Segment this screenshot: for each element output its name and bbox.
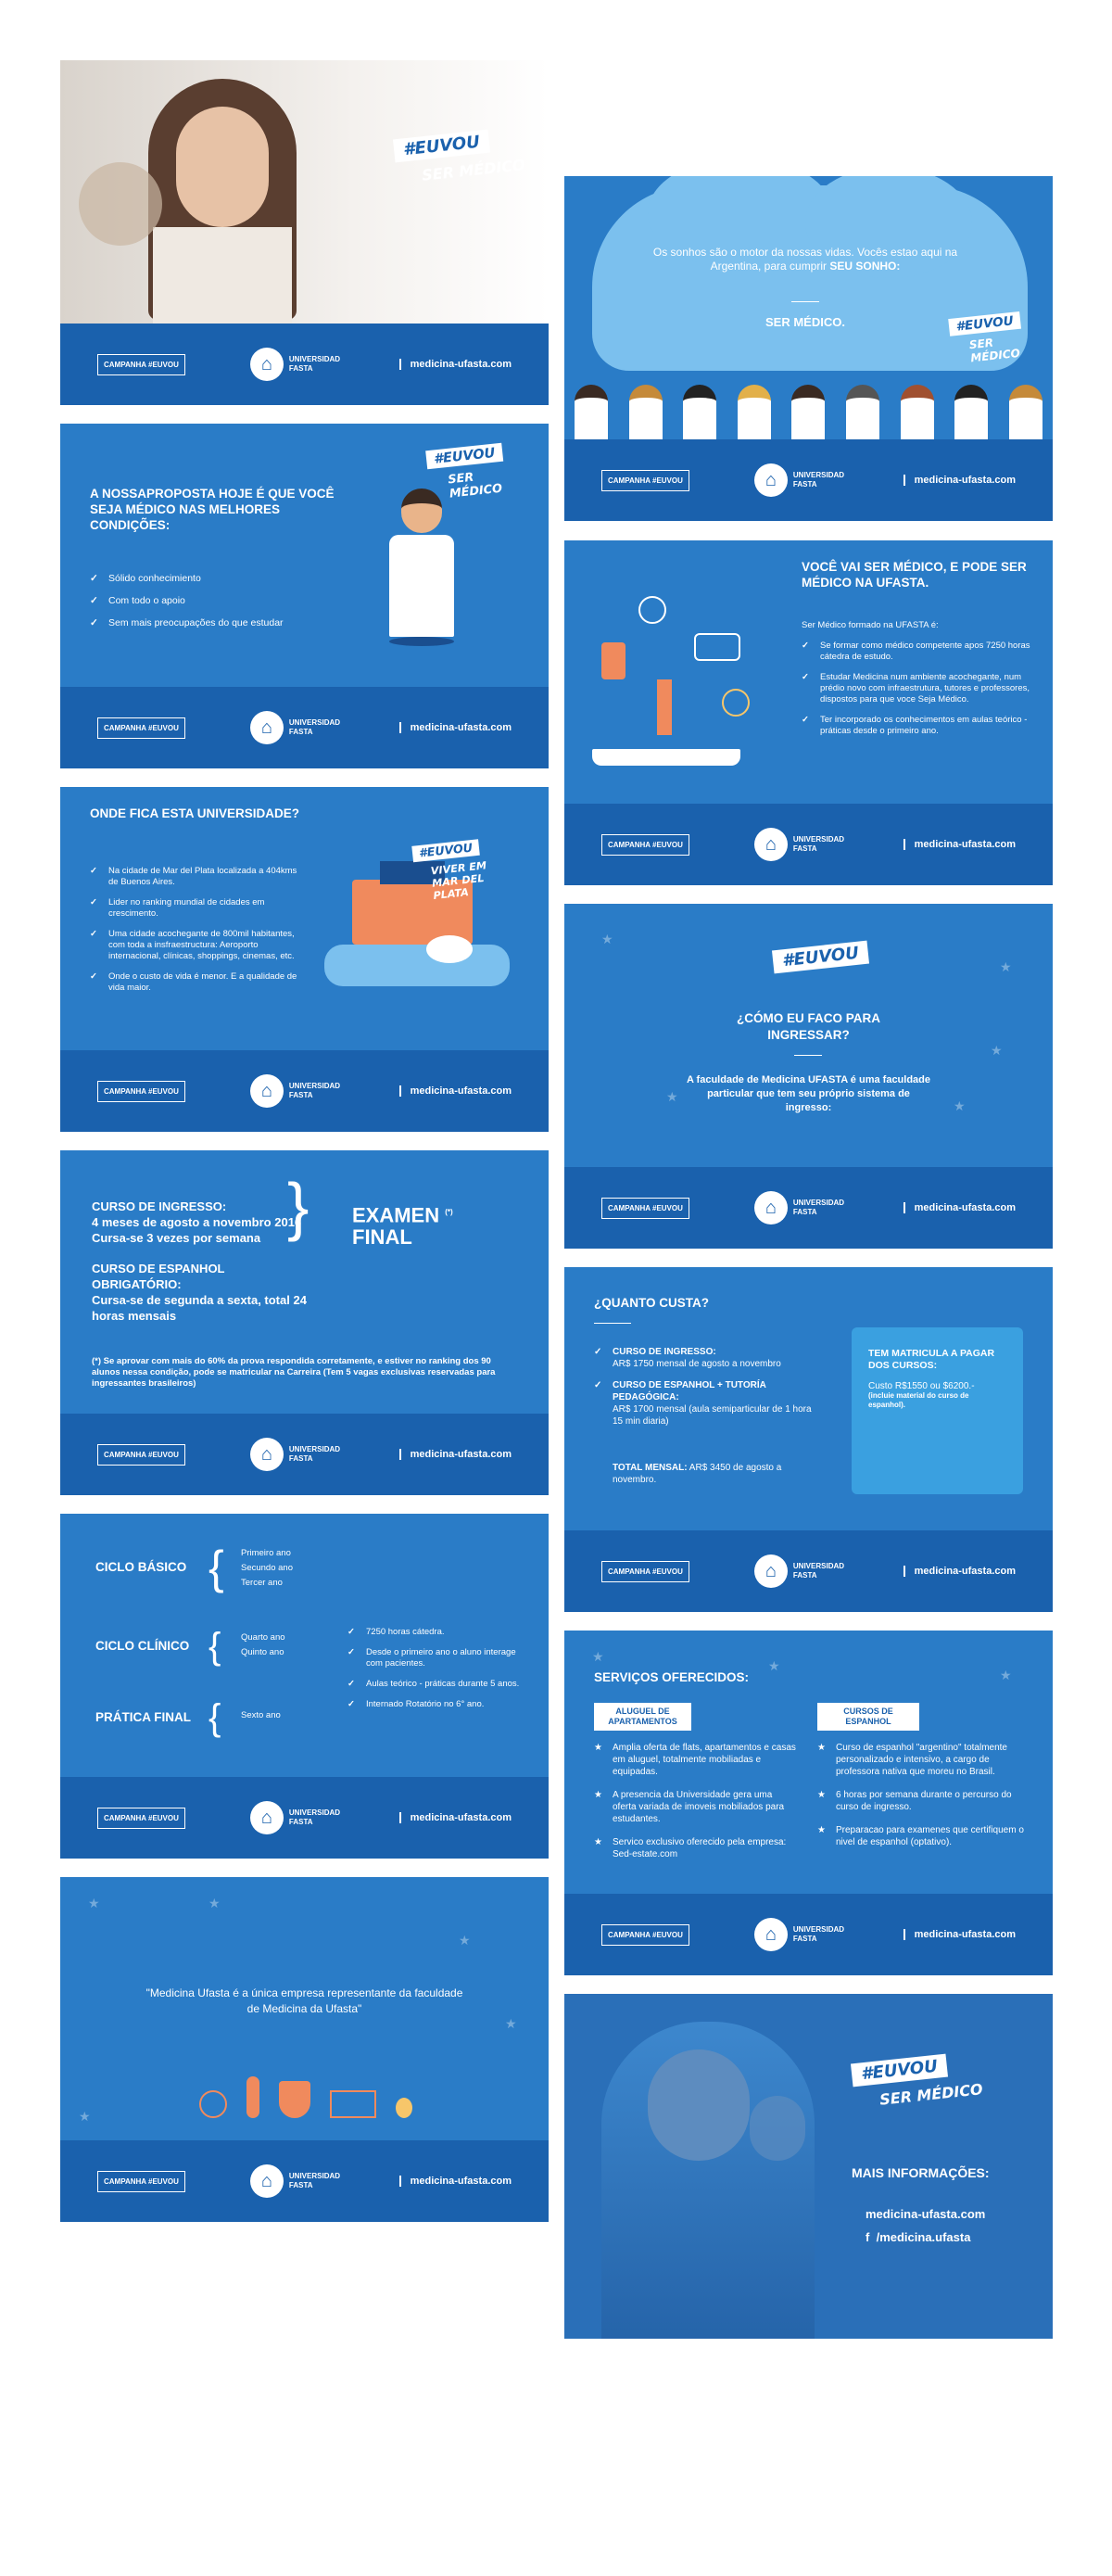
footer <box>564 804 1053 885</box>
pratica-final: PRÁTICA FINAL <box>95 1710 191 1724</box>
seal-icon: ⌂ <box>250 711 284 744</box>
campaign-button[interactable]: CAMPANHA #EUVOU <box>601 470 689 491</box>
seal-icon: ⌂ <box>754 1918 788 1951</box>
campaign-button[interactable]: CAMPANHA #EUVOU <box>97 1444 185 1466</box>
doctor-illustration <box>385 489 459 674</box>
ingresso-note: (*) Se aprovar com mais do 60% da prova respondida corretamente, e estiver no ranking dos 90 alunos nessa condição, pode se matricular na Carreira (Tem 5 vagas exclusivas reservadas para ingressantes brasileiros) <box>92 1356 496 1389</box>
site-link[interactable]: medicina-ufasta.com <box>399 2176 512 2187</box>
onde-fica-list: ✓ Na cidade de Mar del Plata localizada a 404kms de Buenos Aires. ✓ Lider no ranking mundial de cidades em crescimento. ✓ Uma cidade acochegante de 800mil habitantes, com toda a insfraestructura: Aeroporto internacional, clínicas, shoppings, cinemas, etc. ✓ Onde o custo de vida é menor. E a qualidade de vida maior. <box>90 866 303 1003</box>
espanhol-tab: CURSOS DE ESPANHOL <box>817 1703 919 1731</box>
campaign-button[interactable]: CAMPANHA #EUVOU <box>601 1561 689 1582</box>
facebook-icon: f <box>866 2230 870 2244</box>
campaign-button[interactable]: CAMPANHA #EUVOU <box>97 1808 185 1829</box>
seal-icon: ⌂ <box>250 1438 284 1471</box>
card-ciclos <box>60 1514 549 1859</box>
card-servicos: ★ ★ ★ SERVIÇOS OFERECIDOS: ALUGUEL DE APARTAMENTOS CURSOS DE ESPANHOL ★ Amplia oferta de flats, apartamentos e casas em aluguel, totalmente mobiliadas e equipadas. ★ A presencia da Universidade gera uma oferta variada de imoveis mobiliados para estudantes. ★ Servico exclusivo oferecido pela empresa: Sed-estate.com ★ Curso de espanhol "argentino" totalmente personalizado e intensivo, a cargo de professora nativa que moreu no Brasil. ★ 6 horas por semana durante o percurso do curso de ingresso. ★ Preparacao para examenes que certifiquem o nivel de espanhol (optativo). CAMPANHA #EUVOU ⌂ UNIVERSIDAD FASTA medicina-ufasta.com <box>564 1631 1053 1975</box>
seal-icon: ⌂ <box>250 2164 284 2198</box>
science-illustration <box>583 577 787 763</box>
matricula-box: TEM MATRICULA A PAGAR DOS CURSOS: Custo R$1550 ou $6200.- (incluie material do curso de espanhol). <box>852 1327 1023 1494</box>
university-logo: ⌂ UNIVERSIDAD FASTA <box>754 1554 844 1588</box>
site-link[interactable]: medicina-ufasta.com <box>904 839 1016 850</box>
seal-icon: ⌂ <box>754 463 788 497</box>
basic-years: Primeiro ano Secundo ano Tercer ano <box>241 1548 293 1588</box>
seal-icon: ⌂ <box>250 1074 284 1108</box>
site-link[interactable]: medicina-ufasta.com <box>399 1449 512 1460</box>
card-quanto-custa <box>564 1267 1053 1612</box>
ser-medico-title: VOCÊ VAI SER MÉDICO, E PODE SER MÉDICO NA UFASTA. <box>802 560 1027 590</box>
footer <box>60 324 549 405</box>
cost-list: ✓ CURSO DE INGRESSO: AR$ 1750 mensal de agosto a novembro ✓ CURSO DE ESPANHOL + TUTORÍA PEDAGÓGICA: AR$ 1700 mensal (aula semiparticular de 1 hora 15 min diaria) <box>594 1346 816 1437</box>
ciclo-basico: CICLO BÁSICO <box>95 1560 187 1574</box>
proposta-list: ✓ Sólido conhecimiento ✓ Com todo o apoio ✓ Sem mais preocupações do que estudar <box>90 572 331 639</box>
euvou-hashtag: #EUVOU VIVER EM MAR DEL PLATA <box>412 843 497 898</box>
footer <box>564 1530 1053 1612</box>
card-ser-medico <box>564 540 1053 885</box>
seal-icon: ⌂ <box>250 1801 284 1834</box>
brace-icon: } <box>287 1170 310 1242</box>
ser-medico-text: SER MÉDICO. <box>765 315 845 329</box>
site-link[interactable]: medicina-ufasta.com <box>904 1202 1016 1213</box>
site-link[interactable]: medicina-ufasta.com <box>904 1566 1016 1577</box>
university-logo: ⌂ UNIVERSIDAD FASTA <box>250 1074 340 1108</box>
campaign-button[interactable]: CAMPANHA #EUVOU <box>601 1198 689 1219</box>
campaign-button[interactable]: CAMPANHA #EUVOU <box>97 354 185 375</box>
footer <box>60 687 549 768</box>
euvou-hashtag: #EUVOU SER MÉDICO <box>426 447 524 497</box>
footer <box>564 1167 1053 1249</box>
footer <box>60 1414 549 1495</box>
university-logo: ⌂ UNIVERSIDAD FASTA <box>250 348 340 381</box>
ser-medico-intro: Ser Médico formado na UFASTA é: <box>802 620 939 630</box>
site-link[interactable]: medicina-ufasta.com <box>399 1085 512 1097</box>
seal-icon: ⌂ <box>754 1554 788 1588</box>
footer <box>60 1777 549 1859</box>
final-year: Sexto ano <box>241 1710 281 1720</box>
campaign-button[interactable]: CAMPANHA #EUVOU <box>97 717 185 739</box>
ser-medico-list: ✓ Se formar como médico competente apos 7250 horas cátedra de estudo. ✓ Estudar Medicina num ambiente acochegante, num prédio novo com infraestrutura, tutores e professores, dispostos para que voce Seja Médico. ✓ Ter incorporado os conhecimentos em aulas teórico - práticas desde o primeiro ano. <box>802 641 1033 746</box>
servicos-title: SERVIÇOS OFERECIDOS: <box>594 1670 750 1684</box>
university-logo: ⌂ UNIVERSIDAD FASTA <box>754 463 844 497</box>
ingresso-info: CURSO DE INGRESSO: 4 meses de agosto a novembro 2016 Cursa-se 3 vezes por semana CURSO DE ESPANHOL OBRIGATÓRIO: Cursa-se de segunda a sexta, total 24 horas mensais <box>92 1199 307 1323</box>
site-link[interactable]: medicina-ufasta.com <box>399 722 512 733</box>
university-logo: ⌂ UNIVERSIDAD FASTA <box>754 1191 844 1225</box>
onde-fica-title: ONDE FICA ESTA UNIVERSIDADE? <box>90 806 300 820</box>
university-logo: ⌂ UNIVERSIDAD FASTA <box>250 1438 340 1471</box>
seal-icon: ⌂ <box>754 828 788 861</box>
card-hero-photo <box>60 60 549 405</box>
card-como-ingressar: ★ ★ ★ ★ ★ #EUVOU ¿CÓMO EU FACO PARA INGRESSAR? A faculdade de Medicina UFASTA é uma faculdade particular que tem seu próprio sistema de ingresso: CAMPANHA #EUVOU ⌂ UNIVERSIDAD FASTA medicina-ufasta.com <box>564 904 1053 1249</box>
university-logo: ⌂ UNIVERSIDAD FASTA <box>754 828 844 861</box>
university-logo: ⌂ UNIVERSIDAD FASTA <box>250 2164 340 2198</box>
card-ingresso <box>60 1150 549 1495</box>
como-ingressar-question: ¿CÓMO EU FACO PARA INGRESSAR? <box>737 1011 880 1042</box>
info-site-link[interactable]: medicina-ufasta.com <box>866 2207 986 2221</box>
card-mais-info <box>564 1994 1053 2339</box>
footer <box>564 1894 1053 1975</box>
footer <box>60 1050 549 1132</box>
ciclo-clinico: CICLO CLÍNICO <box>95 1639 190 1653</box>
aluguel-tab: ALUGUEL DE APARTAMENTOS <box>594 1703 691 1731</box>
euvou-hashtag: #EUVOU SER MÉDICO <box>949 315 1027 362</box>
campaign-button[interactable]: CAMPANHA #EUVOU <box>601 1924 689 1946</box>
proposta-title: A NOSSAPROPOSTA HOJE É QUE VOCÊ SEJA MÉDICO NAS MELHORES CONDIÇÕES: <box>90 487 335 532</box>
footer <box>564 439 1053 521</box>
site-link[interactable]: medicina-ufasta.com <box>399 359 512 370</box>
site-link[interactable]: medicina-ufasta.com <box>904 1929 1016 1940</box>
university-logo: ⌂ UNIVERSIDAD FASTA <box>250 711 340 744</box>
campaign-button[interactable]: CAMPANHA #EUVOU <box>601 834 689 856</box>
university-logo: ⌂ UNIVERSIDAD FASTA <box>250 1801 340 1834</box>
brace-icon: { <box>208 1697 221 1738</box>
card-proposta <box>60 424 549 768</box>
dream-text: Os sonhos são o motor da nossas vidas. Vocês estao aqui na Argentina, para cumprir SEU SONHO: <box>652 246 958 273</box>
card-quote: ★ ★ ★ ★ ★ "Medicina Ufasta é a única empresa representante da faculdade de Medicina da Ufasta" CAMPANHA #EUVOU ⌂ UNIVERSIDAD FASTA medicina-ufasta.com <box>60 1877 549 2222</box>
euvou-hashtag: #EUVOU SER MÉDICO <box>852 2059 983 2103</box>
aluguel-list: ★ Amplia oferta de flats, apartamentos e casas em aluguel, totalmente mobiliadas e equipadas. ★ A presencia da Universidade gera uma oferta variada de imoveis mobiliados para estudantes. ★ Servico exclusivo oferecido pela empresa: Sed-estate.com <box>594 1742 798 1872</box>
lab-illustration <box>190 2072 422 2118</box>
quote-text: "Medicina Ufasta é a única empresa representante da faculdade de Medicina da Ufasta" <box>145 1986 463 2015</box>
brace-icon: { <box>208 1626 221 1667</box>
exam-final: EXAMEN (*) FINAL <box>352 1203 453 1250</box>
seal-icon: ⌂ <box>754 1191 788 1225</box>
brace-icon: { <box>208 1542 224 1593</box>
site-link[interactable]: medicina-ufasta.com <box>904 475 1016 486</box>
site-link[interactable]: medicina-ufasta.com <box>399 1812 512 1823</box>
footer <box>60 2140 549 2222</box>
como-ingressar-answer: A faculdade de Medicina UFASTA é uma faculdade particular que tem seu próprio sistema de ingresso: <box>686 1074 931 1113</box>
campaign-button[interactable]: CAMPANHA #EUVOU <box>97 2171 185 2192</box>
quanto-custa-title: ¿QUANTO CUSTA? <box>594 1296 709 1310</box>
facebook-link[interactable]: f /medicina.ufasta <box>866 2230 971 2244</box>
university-logo: ⌂ UNIVERSIDAD FASTA <box>754 1918 844 1951</box>
campaign-button[interactable]: CAMPANHA #EUVOU <box>97 1081 185 1102</box>
clinic-years: Quarto ano Quinto ano <box>241 1632 285 1657</box>
doctors-illustration <box>564 375 1053 440</box>
student-photo <box>60 60 549 324</box>
espanhol-list: ★ Curso de espanhol "argentino" totalmente personalizado e intensivo, a cargo de professora nativa que moreu no Brasil. ★ 6 horas por semana durante o percurso do curso de ingresso. ★ Preparacao para examenes que certifiquem o nivel de espanhol (optativo). <box>817 1742 1030 1859</box>
euvou-hashtag: #EUVOU <box>773 945 868 969</box>
seal-icon: ⌂ <box>250 348 284 381</box>
ciclos-list: ✓ 7250 horas cátedra. ✓ Desde o primeiro ano o aluno interage com pacientes. ✓ Aulas teórico - práticas durante 5 anos. ✓ Internado Rotatório no 6° ano. <box>348 1627 533 1719</box>
euvou-hashtag: #EUVOU SER MÉDICO <box>394 134 525 179</box>
info-title: MAIS INFORMAÇÕES: <box>852 2165 990 2180</box>
card-onde-fica <box>60 787 549 1132</box>
card-dream <box>564 176 1053 521</box>
total-mensal: TOTAL MENSAL: AR$ 3450 de agosto a novembro. <box>613 1463 782 1485</box>
